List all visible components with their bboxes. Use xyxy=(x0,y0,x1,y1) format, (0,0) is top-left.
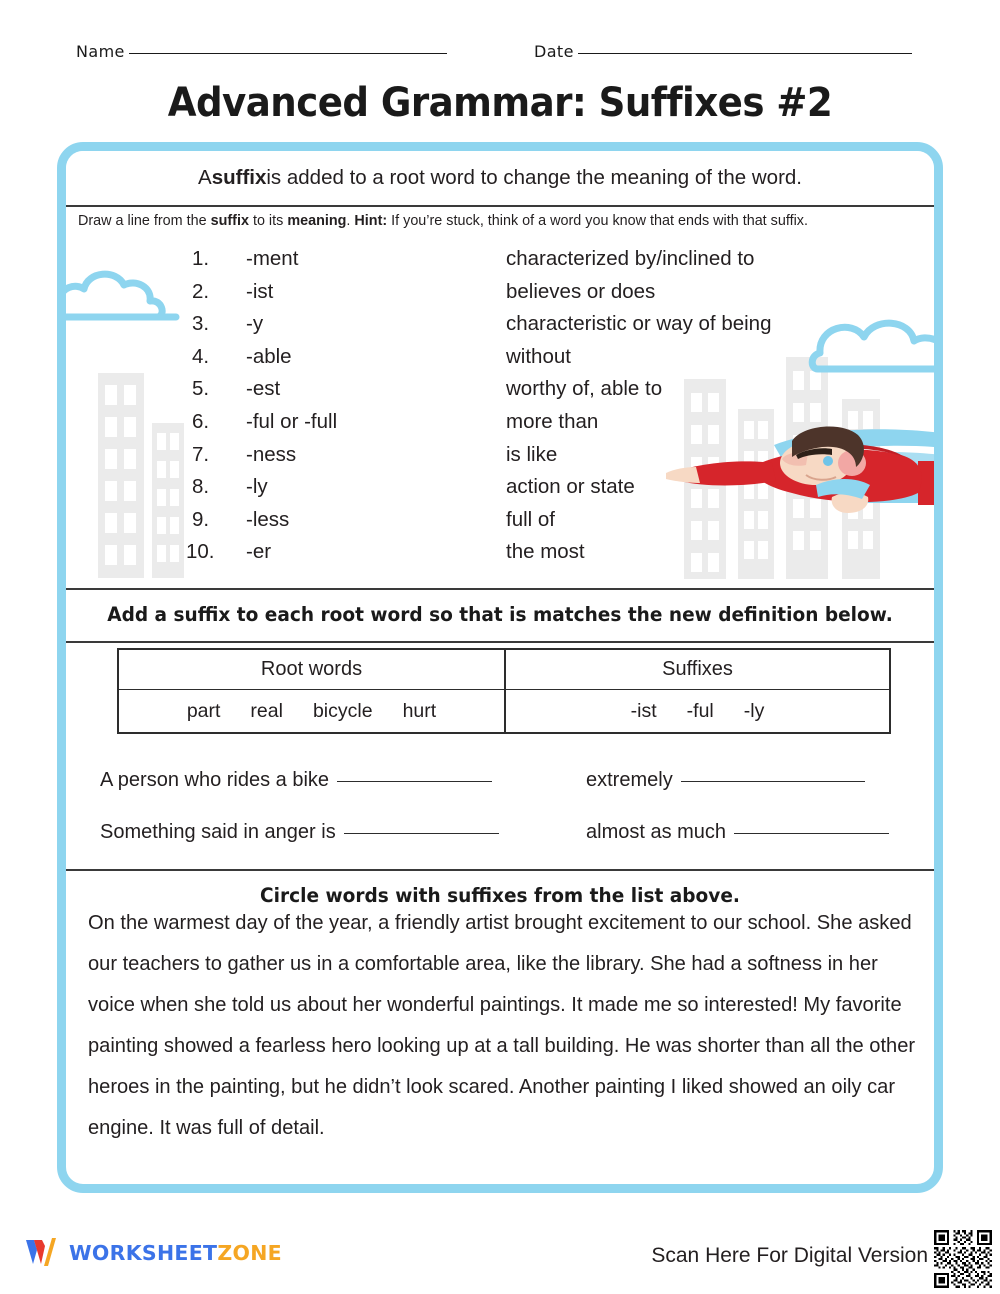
reading-passage[interactable]: On the warmest day of the year, a friendly artist brought excitement to our school. She asked our teachers to gather us in a comfortable area, like the library. She had a softness in her voice when she told us about her wonderful paintings. It made me so interested! My favorite painting showed a fearless hero looking up at a tall building. He was shorter than all the other heroes in the painting, but he didn’t look scared. Another painting I liked showed an oily car engine. It was full of detail. xyxy=(88,912,916,1139)
answer-blank[interactable] xyxy=(681,781,865,782)
match-suffix[interactable]: -est xyxy=(246,377,281,401)
root-word[interactable]: bicycle xyxy=(312,699,373,722)
instr-part2: to its xyxy=(248,213,288,229)
suffix-chip[interactable]: -ful xyxy=(686,699,714,722)
worksheet-frame xyxy=(57,142,943,1193)
answer-blank[interactable] xyxy=(337,781,492,782)
match-meaning[interactable]: the most xyxy=(506,540,585,564)
match-meaning[interactable]: believes or does xyxy=(506,279,656,303)
match-meaning[interactable]: without xyxy=(506,344,571,368)
date-label: Date xyxy=(534,42,574,61)
match-row[interactable] xyxy=(66,508,934,541)
root-words-cell xyxy=(119,690,504,732)
match-number: 8. xyxy=(192,475,210,499)
prompt-label: almost as much xyxy=(586,821,727,843)
match-row[interactable] xyxy=(66,247,934,280)
match-meaning[interactable]: full of xyxy=(506,507,555,531)
date-field-group[interactable] xyxy=(534,42,912,61)
suffix-chip[interactable]: -ly xyxy=(743,699,765,722)
section2-heading: Add a suffix to each root word so that is matches the new definition below. xyxy=(107,603,893,626)
suffixes-cell xyxy=(506,690,889,732)
suffixes-header: Suffixes xyxy=(506,650,889,690)
instr-bold-hint: Hint: xyxy=(354,213,388,229)
page-footer xyxy=(0,1222,1000,1294)
match-meaning[interactable]: action or state xyxy=(506,475,635,499)
match-number: 3. xyxy=(192,312,210,336)
suffix-chip[interactable]: -ist xyxy=(630,699,657,722)
match-row[interactable] xyxy=(66,443,934,476)
prompt-label: extremely xyxy=(586,769,673,791)
match-number: 1. xyxy=(192,247,210,270)
logo-word-worksheet: WORKSHEET xyxy=(69,1241,218,1265)
logo-mark-icon xyxy=(24,1236,60,1270)
prompt-label: A person who rides a bike xyxy=(100,769,330,791)
answer-blank[interactable] xyxy=(344,833,499,834)
root-words-column xyxy=(119,650,504,732)
prompt-row[interactable] xyxy=(100,769,492,792)
scan-instruction-text: Scan Here For Digital Version xyxy=(651,1244,928,1267)
match-row[interactable] xyxy=(66,312,934,345)
match-suffix[interactable]: -ful or -full xyxy=(246,410,338,433)
logo-word-zone: ZONE xyxy=(217,1241,282,1265)
page-title: Advanced Grammar: Suffixes #2 xyxy=(167,80,833,126)
suffixes-column xyxy=(504,650,889,732)
suffix-matching-list xyxy=(66,247,934,585)
instr-bold-meaning: meaning xyxy=(287,213,347,229)
match-row[interactable] xyxy=(66,377,934,410)
instr-part3: . xyxy=(346,213,355,229)
divider-2 xyxy=(66,588,934,590)
match-instructions xyxy=(78,213,909,229)
banner-text-after: is added to a root word to change the meaning of the word. xyxy=(266,166,802,189)
match-row[interactable] xyxy=(66,280,934,313)
banner-bold-word: suffix xyxy=(211,166,267,189)
match-meaning[interactable]: more than xyxy=(506,410,599,433)
match-row[interactable] xyxy=(66,475,934,508)
match-number: 7. xyxy=(192,442,210,466)
prompt-row[interactable] xyxy=(586,821,889,844)
match-number: 10. xyxy=(186,540,215,564)
word-bank-table xyxy=(117,648,891,734)
section3-heading: Circle words with suffixes from the list above. xyxy=(260,884,740,907)
logo-text xyxy=(69,1241,282,1265)
match-number: 5. xyxy=(192,377,210,401)
divider-4 xyxy=(66,869,934,871)
worksheetzone-logo[interactable] xyxy=(24,1236,282,1270)
instr-bold-suffix: suffix xyxy=(210,213,249,229)
root-word[interactable]: real xyxy=(250,699,283,722)
suffix-definition-banner xyxy=(66,151,934,205)
match-number: 9. xyxy=(192,507,210,531)
match-suffix[interactable]: -ist xyxy=(246,279,274,303)
name-write-line[interactable] xyxy=(129,53,447,54)
match-meaning[interactable]: worthy of, able to xyxy=(506,377,663,401)
root-word[interactable]: part xyxy=(186,699,221,722)
root-words-header: Root words xyxy=(119,650,504,690)
match-row[interactable] xyxy=(66,540,934,573)
match-number: 2. xyxy=(192,279,210,303)
banner-text-before: A xyxy=(198,166,212,189)
root-word[interactable]: hurt xyxy=(402,699,437,722)
answer-blank[interactable] xyxy=(734,833,889,834)
name-label: Name xyxy=(76,42,125,61)
match-row[interactable] xyxy=(66,410,934,443)
prompt-label: Something said in anger is xyxy=(100,821,336,843)
match-suffix[interactable]: -y xyxy=(246,312,264,336)
match-row[interactable] xyxy=(66,345,934,378)
date-write-line[interactable] xyxy=(578,53,912,54)
match-suffix[interactable]: -ly xyxy=(246,475,268,499)
instr-part1: Draw a line from the xyxy=(78,213,211,229)
match-meaning[interactable]: characterized by/inclined to xyxy=(506,247,755,270)
name-date-row xyxy=(76,42,924,68)
match-suffix[interactable]: -ness xyxy=(246,442,297,466)
prompt-row[interactable] xyxy=(100,821,499,844)
match-suffix[interactable]: -ment xyxy=(246,247,299,270)
name-field-group[interactable] xyxy=(76,42,447,61)
match-suffix[interactable]: -er xyxy=(246,540,272,564)
match-meaning[interactable]: is like xyxy=(506,442,558,466)
match-meaning[interactable]: characteristic or way of being xyxy=(506,312,772,336)
match-suffix[interactable]: -less xyxy=(246,507,290,531)
match-number: 6. xyxy=(192,410,210,433)
match-suffix[interactable]: -able xyxy=(246,344,292,368)
prompt-row[interactable] xyxy=(586,769,865,792)
divider-1 xyxy=(66,205,934,207)
match-number: 4. xyxy=(192,344,210,368)
qr-code[interactable] xyxy=(932,1228,994,1290)
divider-3 xyxy=(66,641,934,643)
instr-part4: If you’re stuck, think of a word you know that ends with that suffix. xyxy=(387,213,808,229)
